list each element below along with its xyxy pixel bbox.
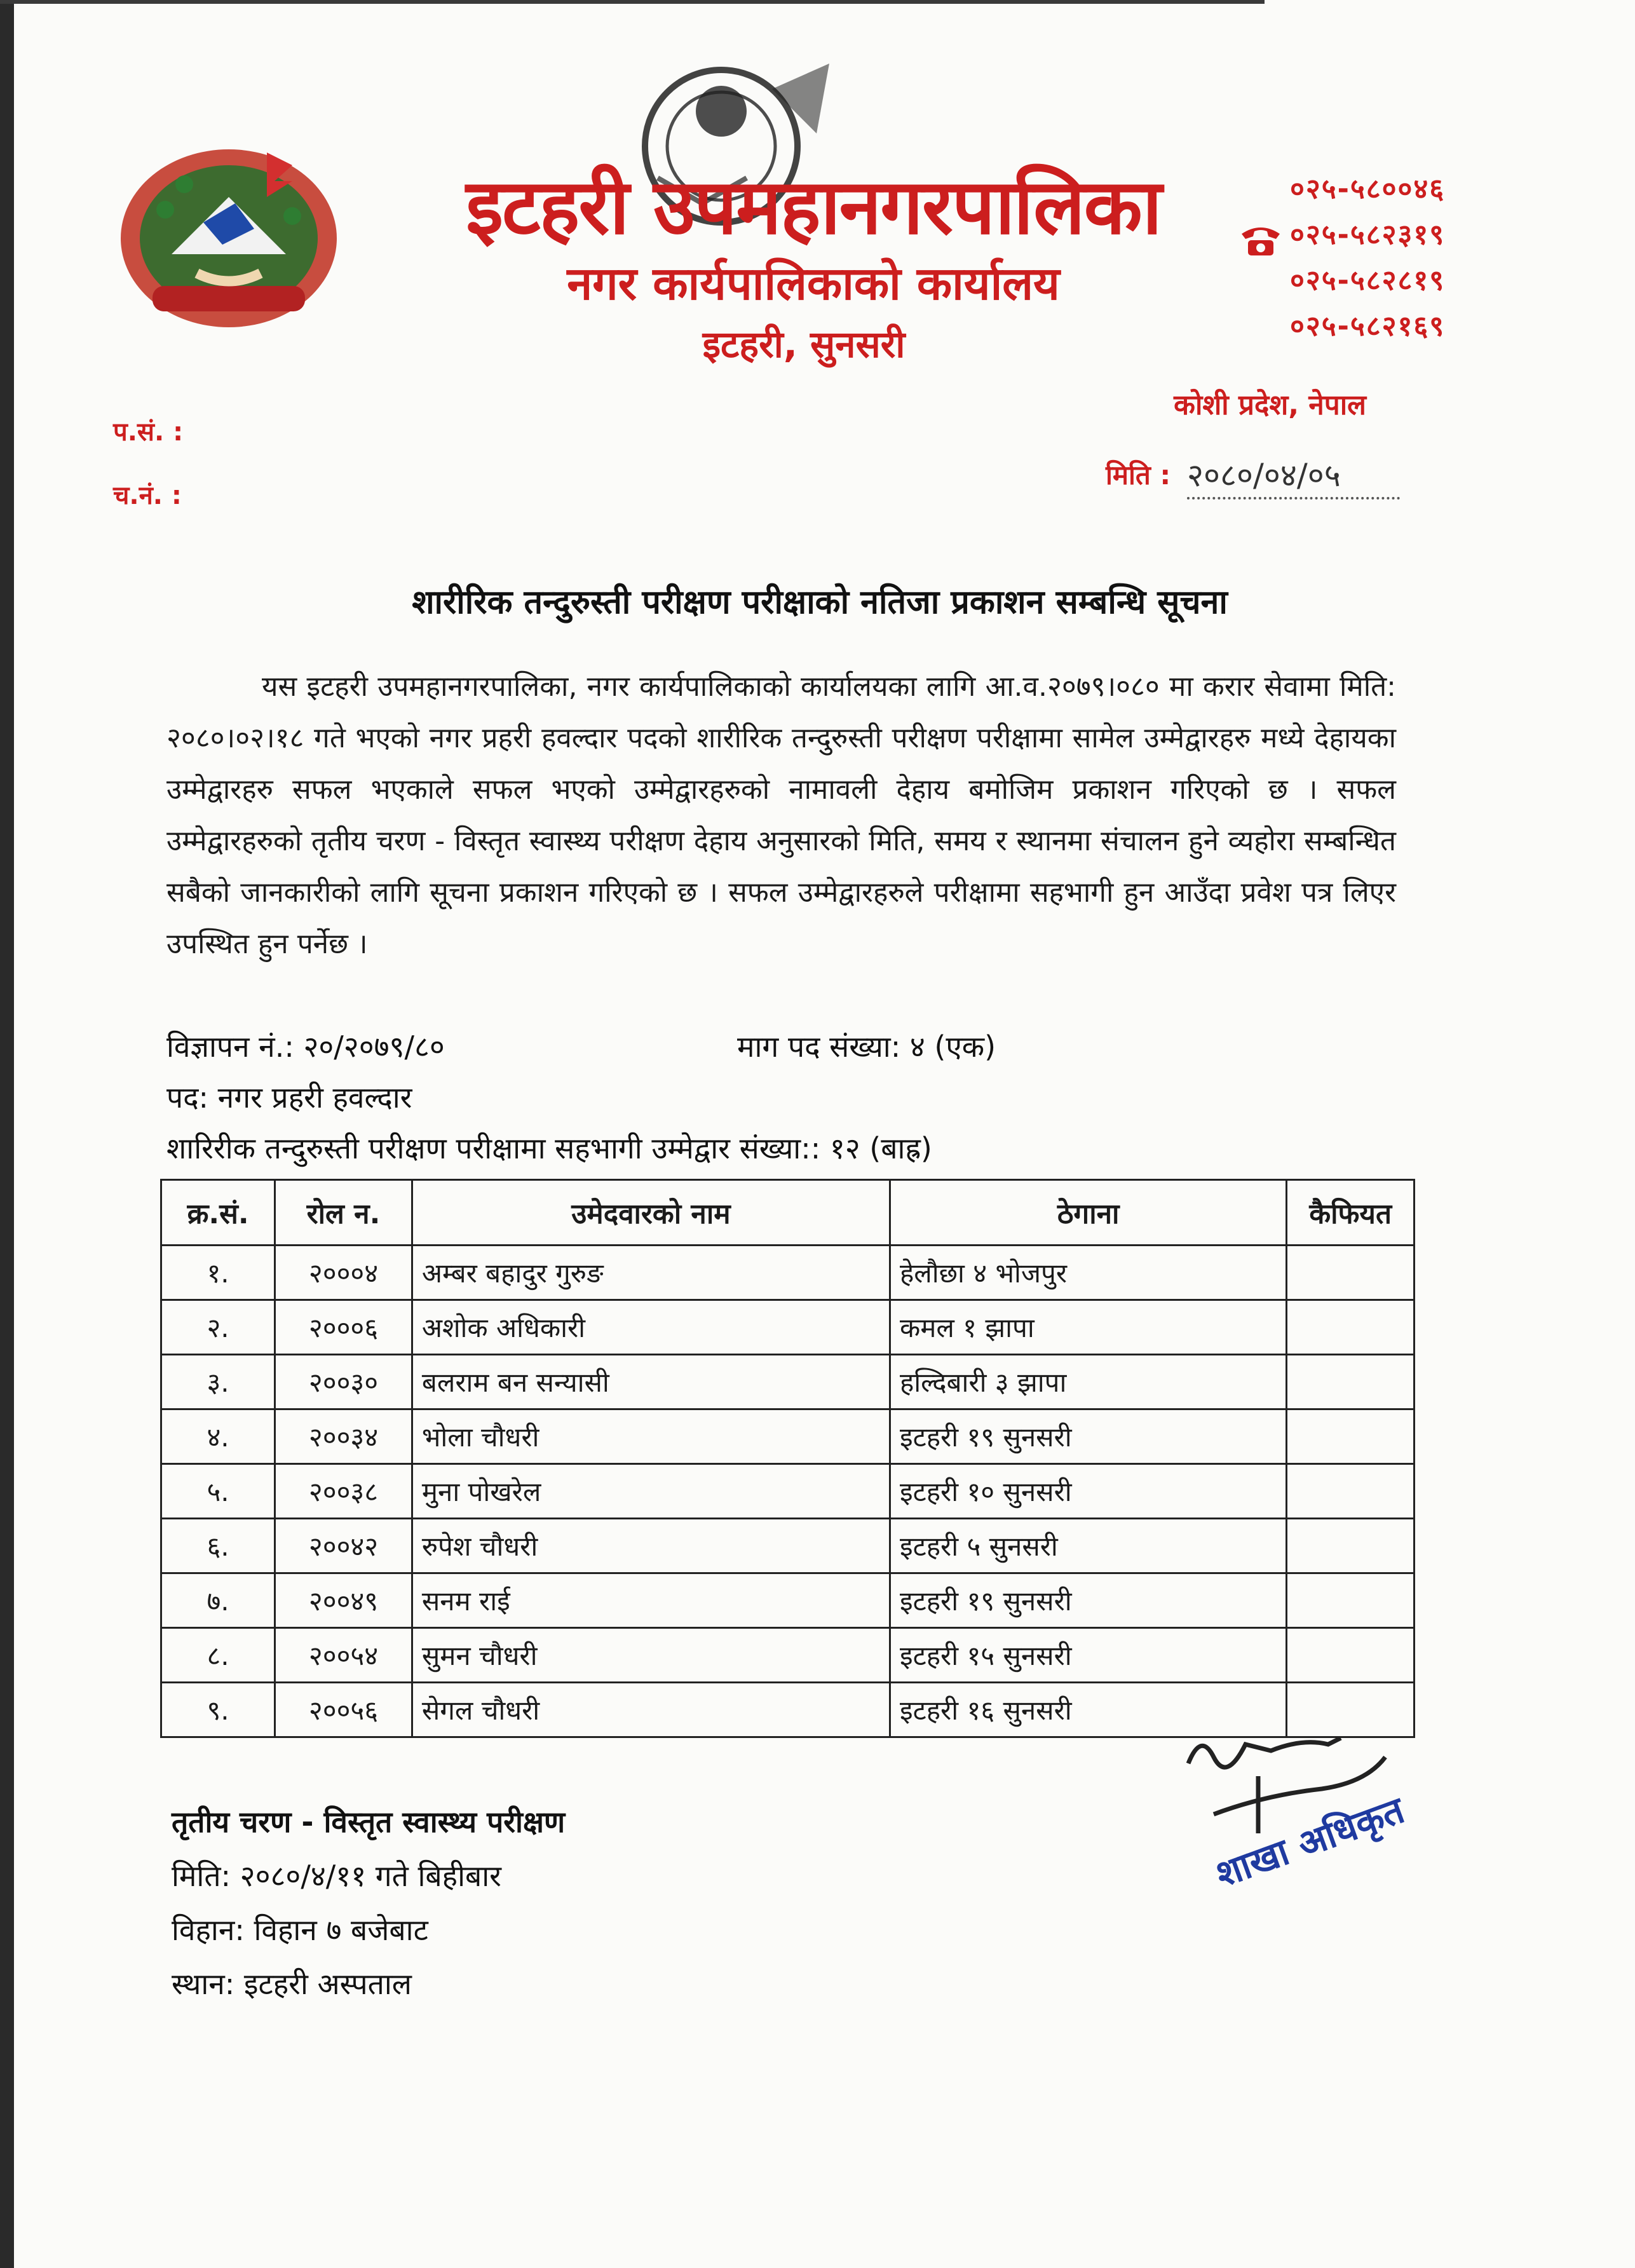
- cell-remarks: [1287, 1573, 1415, 1628]
- scan-edge-left: [0, 0, 14, 2268]
- phone-numbers: [1290, 166, 1493, 350]
- cell-address: हेलौछा ४ भोजपुर: [890, 1246, 1286, 1300]
- cell-name: बलराम बन सन्यासी: [412, 1355, 890, 1409]
- advertisement-number: विज्ञापन नं.: २०/२०७९/८०: [166, 1029, 445, 1064]
- cell-roll: २००४२: [275, 1519, 412, 1573]
- table-row: [161, 1628, 1415, 1683]
- cell-remarks: [1287, 1628, 1415, 1683]
- cell-serial: ६.: [161, 1519, 275, 1573]
- cell-roll: २००३०: [275, 1355, 412, 1409]
- cell-name: रुपेश चौधरी: [412, 1519, 890, 1573]
- province-label: कोशी प्रदेश, नेपाल: [1174, 389, 1366, 421]
- exam-date: मिति: २०८०/४/११ गते बिहीबार: [172, 1859, 501, 1893]
- cell-address: इटहरी १५ सुनसरी: [890, 1628, 1286, 1683]
- exam-time: विहान: विहान ७ बजेबाट: [172, 1913, 428, 1947]
- cell-address: इटहरी १० सुनसरी: [890, 1464, 1286, 1519]
- cell-address: इटहरी १९ सुनसरी: [890, 1409, 1286, 1464]
- phone-number: ०२५-५८००४६: [1290, 173, 1446, 205]
- phone-number: ०२५-५८२३१९: [1290, 219, 1446, 251]
- notice-title: शारीरिक तन्दुरुस्ती परीक्षण परीक्षाको नतिजा प्रकाशन सम्बन्धि सूचना: [412, 583, 1228, 621]
- table-row: [161, 1464, 1415, 1519]
- participant-count: शारिरीक तन्दुरुस्ती परीक्षण परीक्षामा सहभागी उम्मेद्वार संख्या:: १२ (बाह्र): [166, 1131, 932, 1165]
- office-location: इटहरी, सुनसरी: [702, 323, 906, 366]
- table-row: [161, 1355, 1415, 1409]
- cell-serial: ९.: [161, 1683, 275, 1737]
- cell-name: सनम राई: [412, 1573, 890, 1628]
- cell-roll: २०००४: [275, 1246, 412, 1300]
- table-row: [161, 1573, 1415, 1628]
- header-roll: रोल न.: [275, 1180, 412, 1246]
- cell-serial: ४.: [161, 1409, 275, 1464]
- reference-number-label: प.सं. :: [113, 418, 184, 447]
- table-row: [161, 1519, 1415, 1573]
- table-row: [161, 1300, 1415, 1355]
- cell-name: अम्बर बहादुर गुरुङ: [412, 1246, 890, 1300]
- results-table: [160, 1179, 1415, 1738]
- table-header-row: [161, 1180, 1415, 1246]
- date-value: २०८०/०४/०५: [1187, 452, 1400, 499]
- notice-body: यस इटहरी उपमहानगरपालिका, नगर कार्यपालिकाको कार्यालयका लागि आ.व.२०७९।०८० मा करार सेवामा मिति: २०८०।०२।१८ गते भएको नगर प्रहरी हवल्दार पदको शारीरिक तन्दुरुस्ती परीक्षण परीक्षामा सामेल उम्मेद्वारहरु मध्ये देहायका उम्मेद्वारहरु सफल भएकाले सफल भएको उम्मेद्वारहरुको नामावली देहाय बमोजिम प्रकाशन गरिएको छ । सफल उम्मेद्वारहरुको तृतीय चरण - विस्तृत स्वास्थ्य परीक्षण देहाय अनुसारको मिति, समय र स्थानमा संचालन हुने व्यहोरा सम्बन्धित सबैको जानकारीको लागि सूचना प्रकाशन गरिएको छ । सफल उम्मेद्वारहरुले परीक्षामा सहभागी हुन आउँदा प्रवेश पत्र लिएर उपस्थित हुन पर्नेछ ।: [166, 670, 1396, 960]
- cell-name: अशोक अधिकारी: [412, 1300, 890, 1355]
- cell-address: हल्दिबारी ३ झापा: [890, 1355, 1286, 1409]
- cell-serial: १.: [161, 1246, 275, 1300]
- cell-remarks: [1287, 1300, 1415, 1355]
- cell-roll: २००५४: [275, 1628, 412, 1683]
- cell-name: मुना पोखरेल: [412, 1464, 890, 1519]
- nepal-emblem-icon: [108, 127, 349, 337]
- cell-serial: ७.: [161, 1573, 275, 1628]
- cell-remarks: [1287, 1519, 1415, 1573]
- stage-heading: तृतीय चरण - विस्तृत स्वास्थ्य परीक्षण: [172, 1805, 566, 1839]
- cell-address: इटहरी १९ सुनसरी: [890, 1573, 1286, 1628]
- demand-post-count: माग पद संख्या: ४ (एक): [737, 1029, 996, 1064]
- table-row: [161, 1409, 1415, 1464]
- cell-name: सुमन चौधरी: [412, 1628, 890, 1683]
- cell-roll: २००४९: [275, 1573, 412, 1628]
- header-address: ठेगाना: [890, 1180, 1286, 1246]
- cell-serial: ८.: [161, 1628, 275, 1683]
- exam-place: स्थान: इटहरी अस्पताल: [172, 1967, 412, 2001]
- cell-remarks: [1287, 1464, 1415, 1519]
- phone-number: ०२५-५८२१६९: [1290, 310, 1446, 343]
- phone-number: ०२५-५८२८१९: [1290, 264, 1446, 297]
- post-name: पद: नगर प्रहरी हवल्दार: [166, 1080, 412, 1115]
- table-row: [161, 1246, 1415, 1300]
- section-officer-stamp: शाखा अधिकृत: [1210, 1788, 1410, 1896]
- cell-serial: २.: [161, 1300, 275, 1355]
- municipality-name: इटहरी उपमहानगरपालिका: [466, 163, 1161, 252]
- cell-name: सेगल चौधरी: [412, 1683, 890, 1737]
- header-name: उमेदवारको नाम: [412, 1180, 890, 1246]
- office-name: नगर कार्यपालिकाको कार्यालय: [567, 257, 1060, 310]
- header-remarks: कैफियत: [1287, 1180, 1415, 1246]
- cell-address: इटहरी ५ सुनसरी: [890, 1519, 1286, 1573]
- cell-name: भोला चौधरी: [412, 1409, 890, 1464]
- telephone-icon: [1239, 221, 1282, 258]
- cell-remarks: [1287, 1246, 1415, 1300]
- cell-address: कमल १ झापा: [890, 1300, 1286, 1355]
- cell-remarks: [1287, 1409, 1415, 1464]
- cell-roll: २००५६: [275, 1683, 412, 1737]
- cell-serial: ३.: [161, 1355, 275, 1409]
- cell-roll: २००३८: [275, 1464, 412, 1519]
- cell-roll: २०००६: [275, 1300, 412, 1355]
- cell-address: इटहरी १६ सुनसरी: [890, 1683, 1286, 1737]
- cell-roll: २००३४: [275, 1409, 412, 1464]
- cell-remarks: [1287, 1355, 1415, 1409]
- date-label: मिति :: [1106, 459, 1171, 491]
- scan-edge-top: [0, 0, 1265, 4]
- cell-serial: ५.: [161, 1464, 275, 1519]
- header-serial: क्र.सं.: [161, 1180, 275, 1246]
- dispatch-number-label: च.नं. :: [113, 481, 182, 510]
